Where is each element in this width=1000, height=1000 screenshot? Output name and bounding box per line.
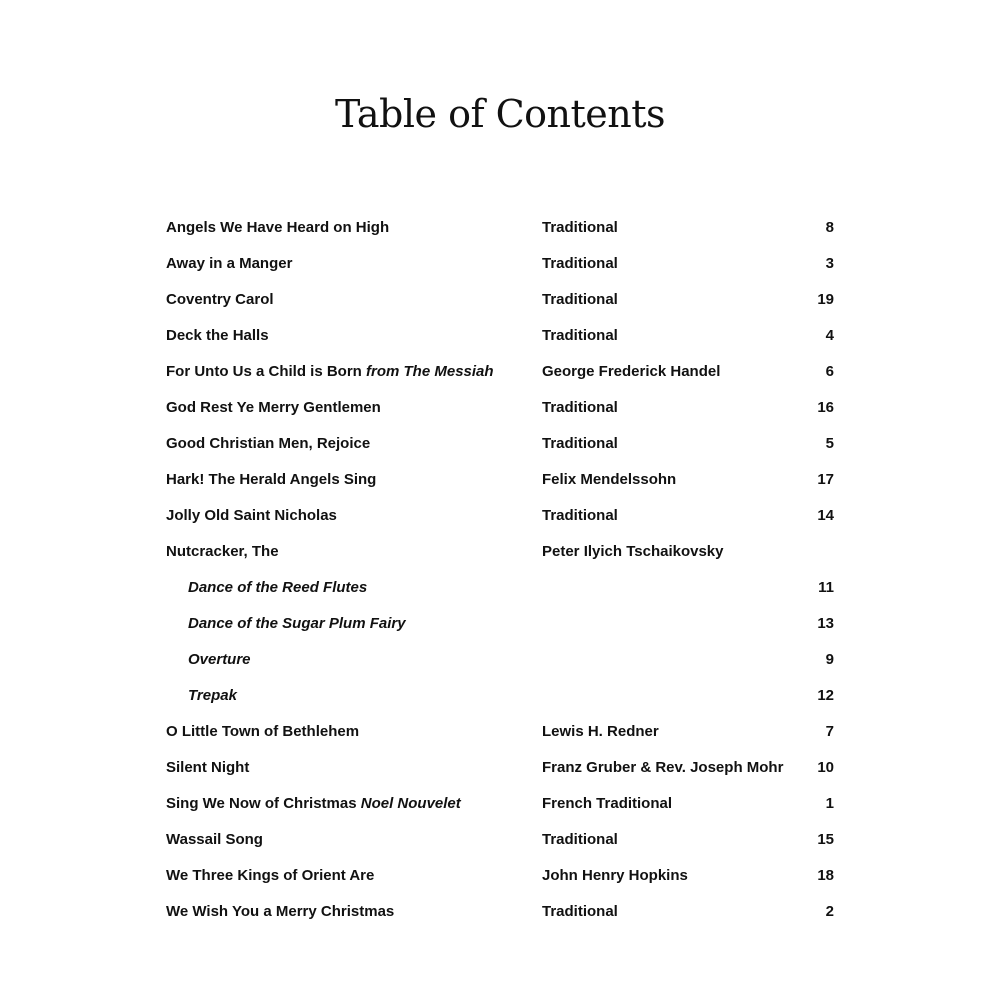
entry-page-number: 12 bbox=[817, 687, 834, 704]
entry-title bbox=[166, 540, 279, 564]
entry-title-main: Angels We Have Heard on High bbox=[166, 219, 390, 236]
entry-title bbox=[188, 612, 406, 636]
entry-page-number: 5 bbox=[825, 435, 834, 452]
entry-page-number: 7 bbox=[825, 723, 834, 740]
entry-page-number: 6 bbox=[825, 363, 834, 380]
entry-title bbox=[166, 468, 376, 492]
entry-title bbox=[166, 360, 494, 384]
entry-composer: Lewis H. Redner bbox=[542, 723, 659, 740]
toc-entry bbox=[0, 504, 1000, 528]
entry-title bbox=[166, 900, 394, 924]
entry-title-main: Trepak bbox=[188, 687, 237, 704]
entry-page-number: 19 bbox=[817, 291, 834, 308]
entry-title-main: O Little Town of Bethlehem bbox=[166, 723, 360, 740]
entry-page-number: 18 bbox=[817, 867, 834, 884]
entry-title-main: Dance of the Reed Flutes bbox=[188, 579, 368, 596]
toc-entry bbox=[0, 540, 1000, 564]
entry-page-number: 11 bbox=[818, 579, 834, 596]
toc-subentry bbox=[0, 648, 1000, 672]
entry-page-number: 14 bbox=[817, 507, 834, 524]
toc-entry bbox=[0, 396, 1000, 420]
entry-title-main: Dance of the Sugar Plum Fairy bbox=[188, 615, 406, 632]
toc-entry bbox=[0, 216, 1000, 240]
entry-title bbox=[188, 576, 367, 600]
entry-title-main: Wassail Song bbox=[166, 831, 263, 848]
entry-title bbox=[166, 792, 461, 816]
entry-page-number: 2 bbox=[825, 903, 834, 920]
entry-page-number: 10 bbox=[817, 759, 834, 776]
page-title: Table of Contents bbox=[334, 92, 666, 136]
entry-title-main: Hark! The Herald Angels Sing bbox=[166, 471, 377, 488]
entry-composer: Traditional bbox=[542, 219, 618, 236]
entry-title-italic: from The Messiah bbox=[366, 363, 494, 380]
entry-title bbox=[188, 684, 237, 708]
toc-entry bbox=[0, 252, 1000, 276]
entry-composer: Traditional bbox=[542, 435, 618, 452]
entry-title-main: We Wish You a Merry Christmas bbox=[166, 903, 395, 920]
entry-page-number: 9 bbox=[825, 651, 834, 668]
entry-page-number: 16 bbox=[817, 399, 834, 416]
toc-entry bbox=[0, 468, 1000, 492]
entry-composer: John Henry Hopkins bbox=[542, 867, 688, 884]
toc-entry bbox=[0, 792, 1000, 816]
toc-entry bbox=[0, 432, 1000, 456]
entry-composer: Felix Mendelssohn bbox=[542, 471, 677, 488]
entry-title bbox=[166, 828, 263, 852]
entry-page-number: 17 bbox=[817, 471, 834, 488]
entry-composer: Traditional bbox=[542, 255, 618, 272]
toc-entry bbox=[0, 756, 1000, 780]
entry-title-main: Deck the Halls bbox=[166, 327, 269, 344]
toc-entry bbox=[0, 324, 1000, 348]
entry-title-main: Nutcracker, The bbox=[166, 543, 279, 560]
entry-title bbox=[166, 864, 374, 888]
entry-composer: Traditional bbox=[542, 399, 618, 416]
entry-title bbox=[166, 396, 381, 420]
toc-entry bbox=[0, 720, 1000, 744]
entry-page-number: 15 bbox=[817, 831, 834, 848]
entry-title-italic: Noel Nouvelet bbox=[360, 795, 461, 812]
entry-title bbox=[166, 720, 359, 744]
entry-title-main: Good Christian Men, Rejoice bbox=[166, 435, 371, 452]
entry-title-main: We Three Kings of Orient Are bbox=[166, 867, 375, 884]
entry-title bbox=[166, 216, 389, 240]
toc-subentry bbox=[0, 684, 1000, 708]
entry-composer: George Frederick Handel bbox=[542, 363, 721, 380]
toc-entry bbox=[0, 828, 1000, 852]
entry-page-number: 4 bbox=[825, 327, 834, 344]
entry-page-number: 8 bbox=[825, 219, 834, 236]
entry-title bbox=[166, 756, 249, 780]
entry-title-main: God Rest Ye Merry Gentlemen bbox=[166, 399, 381, 416]
entry-title-main: For Unto Us a Child is Born bbox=[166, 363, 367, 380]
toc-subentry bbox=[0, 576, 1000, 600]
entry-composer: French Traditional bbox=[542, 795, 673, 812]
entry-title-main: Jolly Old Saint Nicholas bbox=[166, 507, 337, 524]
entry-title bbox=[188, 648, 251, 672]
toc-entry bbox=[0, 288, 1000, 312]
entry-composer: Traditional bbox=[542, 507, 618, 524]
entry-title bbox=[166, 504, 337, 528]
entry-composer: Franz Gruber & Rev. Joseph Mohr bbox=[542, 759, 784, 776]
entry-title bbox=[166, 324, 269, 348]
toc-entry bbox=[0, 900, 1000, 924]
toc-entry bbox=[0, 864, 1000, 888]
entry-composer: Peter Ilyich Tschaikovsky bbox=[542, 543, 724, 560]
entry-composer: Traditional bbox=[542, 903, 618, 920]
entry-title-main: Silent Night bbox=[166, 759, 250, 776]
toc-subentry bbox=[0, 612, 1000, 636]
entry-page-number: 13 bbox=[817, 615, 834, 632]
entry-composer: Traditional bbox=[542, 291, 618, 308]
entry-title-main: Overture bbox=[188, 651, 251, 668]
toc-entry bbox=[0, 360, 1000, 384]
entry-title-main: Coventry Carol bbox=[166, 291, 274, 308]
entry-page-number: 3 bbox=[825, 255, 834, 272]
entry-title bbox=[166, 252, 292, 276]
entry-page-number: 1 bbox=[825, 795, 834, 812]
entry-title-main: Sing We Now of Christmas bbox=[166, 795, 361, 812]
entry-title bbox=[166, 288, 274, 312]
entry-composer: Traditional bbox=[542, 831, 618, 848]
entry-title-main: Away in a Manger bbox=[166, 255, 293, 272]
entry-title bbox=[166, 432, 370, 456]
entry-composer: Traditional bbox=[542, 327, 618, 344]
